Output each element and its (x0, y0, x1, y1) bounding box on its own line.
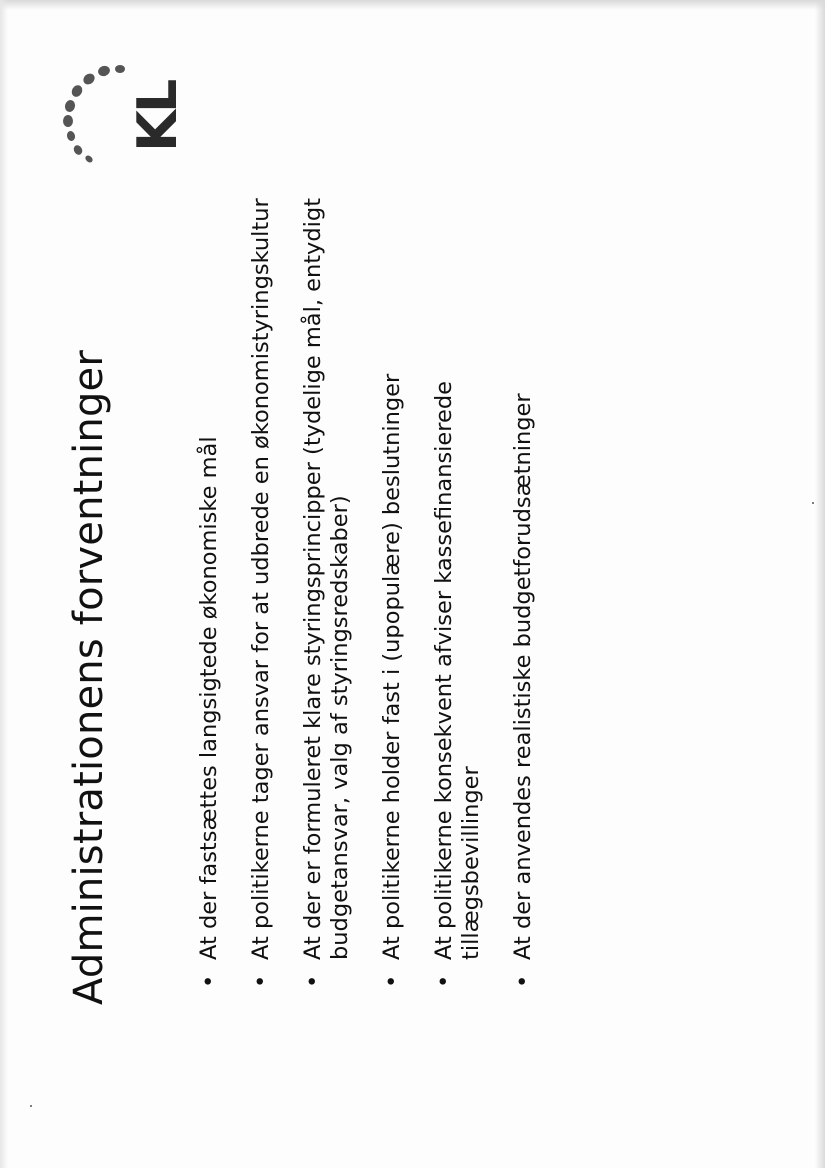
scan-speck (30, 1105, 32, 1107)
bullet-item (510, 188, 537, 988)
rotated-slide (48, 40, 778, 1040)
bullet-item (379, 188, 406, 988)
bullet-dot: • (379, 974, 405, 988)
bullet-dot: • (510, 974, 536, 988)
bullet-list (196, 188, 562, 988)
bullet-text: At der er formuleret klare styringsprincipper (tydelige mål, entydigt budgetansvar, valg af styringsredskaber) (300, 197, 353, 960)
scan-edge-top (0, 0, 825, 10)
bullet-text: At politikerne holder fast i (upopulære) beslutninger (379, 373, 405, 960)
kl-logo-text: KL (126, 81, 188, 152)
kl-logo-icon (58, 60, 188, 180)
bullet-dot: • (300, 974, 326, 988)
bullet-text: At der fastsættes langsigtede økonomiske mål (196, 436, 222, 960)
bullet-text: At der anvendes realistiske budgetforudsætninger (510, 393, 536, 960)
bullet-item (196, 188, 223, 988)
bullet-item (248, 188, 275, 988)
slide-title: Administrationens forventninger (66, 350, 112, 1005)
kl-logo (58, 60, 188, 180)
bullet-dot: • (248, 974, 274, 988)
bullet-dot: • (431, 974, 457, 988)
bullet-item (300, 188, 354, 988)
bullet-item (431, 188, 485, 988)
scan-edge-right (815, 0, 825, 1168)
bullet-text: At politikerne konsekvent afviser kassefinansierede tillægsbevillinger (431, 381, 484, 960)
scan-edge-left (0, 0, 8, 1168)
scan-speck (812, 502, 814, 504)
bullet-text: At politikerne tager ansvar for at udbrede en økonomistyringskultur (248, 198, 274, 960)
bullet-dot: • (196, 974, 222, 988)
